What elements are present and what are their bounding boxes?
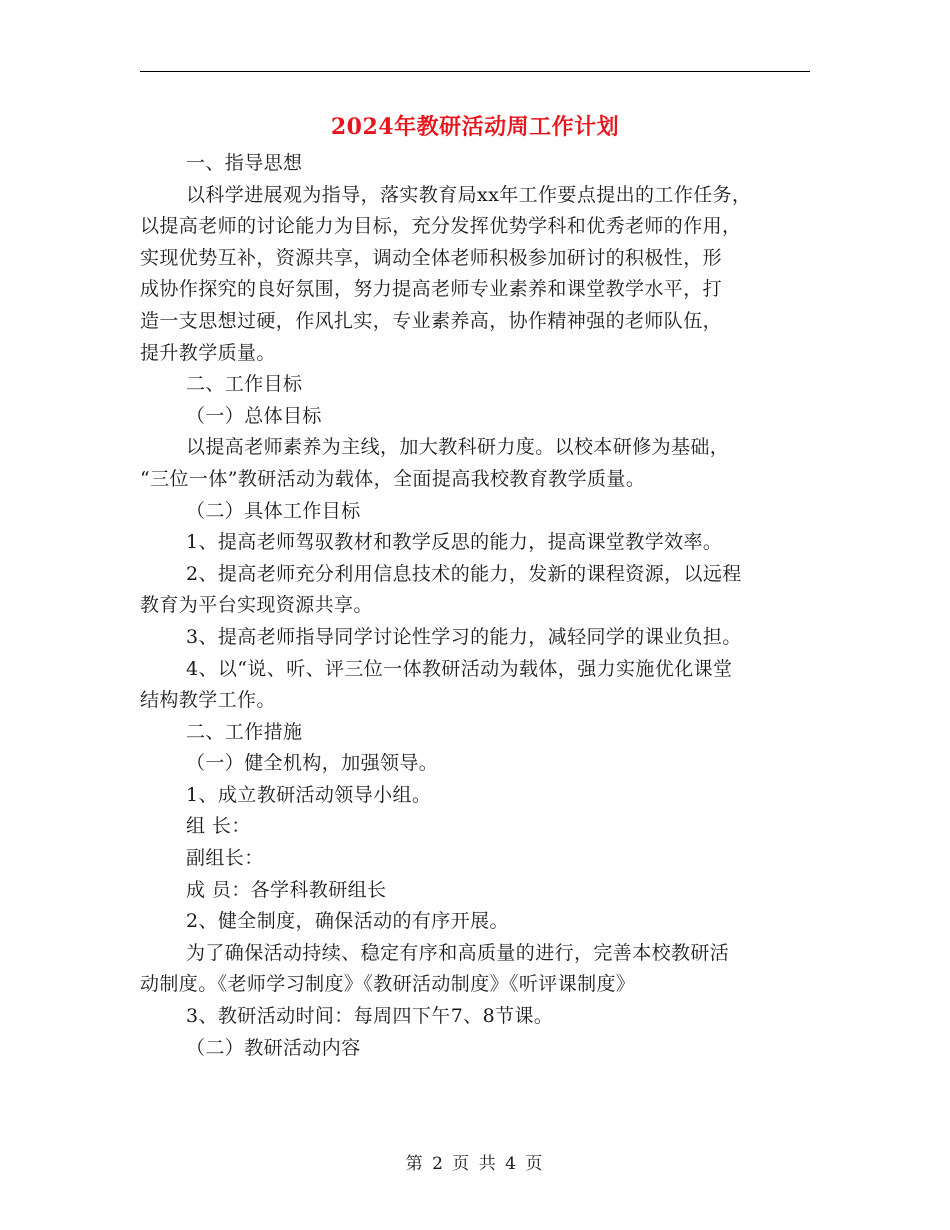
text-line: 副组长： [186,847,264,870]
text-line: 以提高老师的讨论能力为目标，充分发挥优势学科和优秀老师的作用， [140,215,742,238]
text-line: “三位一体”教研活动为载体，全面提高我校教育教学质量。 [140,467,646,490]
text-line: 动制度。《老师学习制度》《教研活动制度》《听评课制度》 [140,973,636,996]
text-line: 二、工作目标 [186,373,303,396]
text-line: 4、以“说、听、评三位一体教研活动为载体，强力实施优化课堂 [186,657,733,680]
text-line: 成协作探究的良好氛围，努力提高老师专业素养和课堂教学水平，打 [140,278,723,301]
page-footer: 第 2 页 共 4 页 [405,1154,545,1174]
text-line: （一）总体目标 [186,404,322,427]
text-line: 造一支思想过硬，作风扎实，专业素养高，协作精神强的老师队伍， [140,309,723,332]
text-line: 一、指导思想 [186,152,303,174]
text-line: 3、提高老师指导同学讨论性学习的能力，减轻同学的课业负担。 [186,625,742,648]
text-line: 二、工作措施 [186,720,303,743]
text-line: 1、提高老师驾驭教材和教学反思的能力，提高课堂教学效率。 [186,531,723,554]
document-body [140,148,816,1064]
text-line: （一）健全机构，加强领导。 [186,752,439,775]
text-line: 为了确保活动持续、稳定有序和高质量的进行，完善本校教研活 [186,941,730,964]
text-line: 成 员：各学科教研组长 [186,878,387,901]
text-line: 以提高老师素养为主线，加大教科研力度。以校本研修为基础， [186,436,730,459]
header-rule [140,71,810,72]
text-line: 1、成立教研活动领导小组。 [186,783,432,806]
document-title: 2024年教研活动周工作计划 [330,114,620,140]
text-line: 组 长： [186,815,251,838]
text-line: 2、提高老师充分利用信息技术的能力，发新的课程资源，以远程 [186,562,742,585]
text-line: （二）教研活动内容 [186,1036,361,1059]
text-line: 以科学进展观为指导，落实教育局xx年工作要点提出的工作任务， [186,183,752,206]
text-line: 3、教研活动时间：每周四下午7、8节课。 [186,1005,554,1028]
text-line: 教育为平台实现资源共享。 [140,594,373,617]
text-line: 2、健全制度，确保活动的有序开展。 [186,910,509,933]
text-line: 结构教学工作。 [140,689,276,712]
text-line: 实现优势互补，资源共享，调动全体老师积极参加研讨的积极性，形 [140,246,723,269]
text-line: 提升教学质量。 [140,341,276,364]
text-line: （二）具体工作目标 [186,499,361,522]
